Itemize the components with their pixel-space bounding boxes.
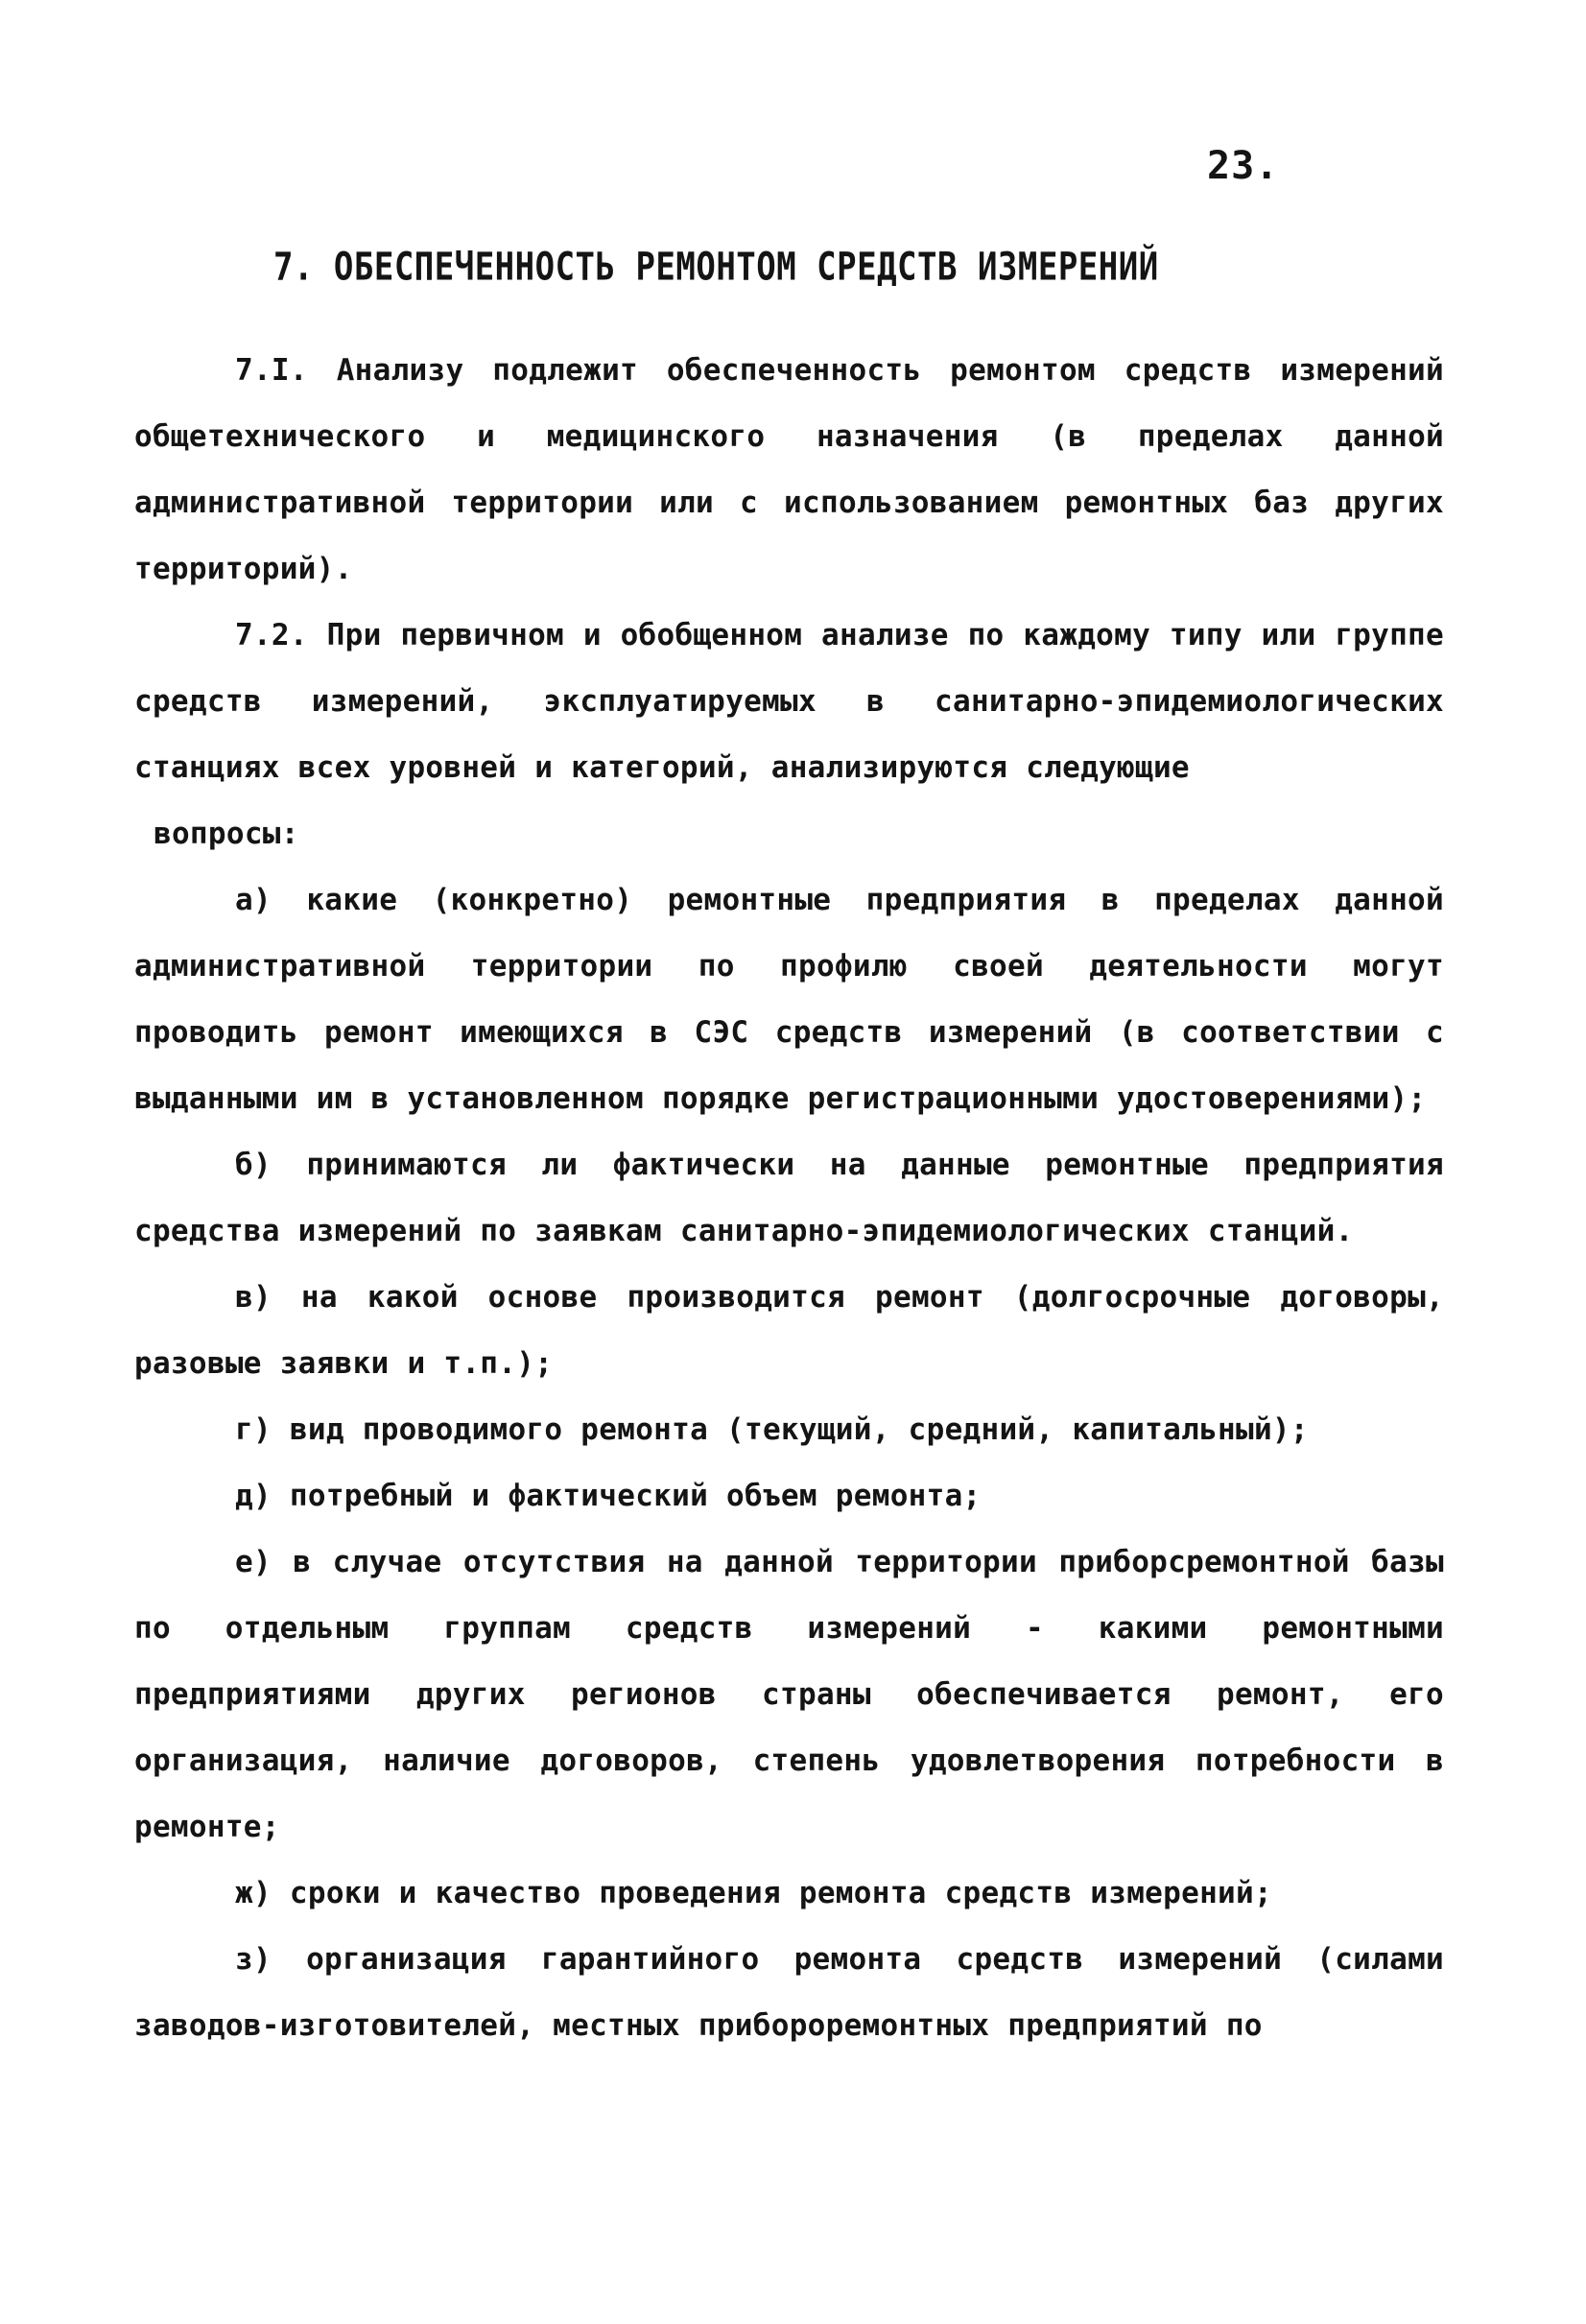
list-item-e: е) в случае отсутствия на данной территории приборсремонтной базы по отдельным группам средств измерений - какими ремонтными предприятиями других регионов страны обеспечивается ремонт, его организация, наличие договоров, степень удовлетворения потребности в ремонте; (134, 1545, 1444, 1844)
paragraph-7-1: 7.I. Анализу подлежит обеспеченность ремонтом средств измерений общетехнического и медицинского назначения (в пределах данной административной территории или с использованием ремонтных баз других территорий). (134, 353, 1444, 586)
section-title: 7. ОБЕСПЕЧЕННОСТЬ РЕМОНТОМ СРЕДСТВ ИЗМЕРЕНИЙ (273, 245, 1159, 291)
list-item-a: а) какие (конкретно) ремонтные предприятия в пределах данной административной территории по профилю своей деятельности могут проводить ремонт имеющихся в СЭС средств измерений (в соответствии с выданными им в установленном порядке регистрационными удостоверениями); (134, 883, 1444, 1116)
paragraph-7-2: 7.2. При первичном и обобщенном анализе по каждому типу или группе средств измерений, эксплуатируемых в санитарно-эпидемиологических станциях всех уровней и категорий, анализируются следующие (134, 618, 1444, 785)
list-item-g: г) вид проводимого ремонта (текущий, средний, капитальный); (235, 1412, 1309, 1447)
page-number: 23. (1207, 144, 1280, 188)
list-item-v: в) на какой основе производится ремонт (долгосрочные договоры, разовые заявки и т.п.); (134, 1280, 1444, 1381)
list-item-zh: ж) сроки и качество проведения ремонта средств измерений; (235, 1876, 1272, 1910)
paragraph-7-2-continuation: вопросы: (154, 817, 299, 851)
list-item-z: з) организация гарантийного ремонта средств измерений (силами заводов-изготовителей, местных приборoремонтных предприятий по (134, 1942, 1444, 2043)
body-text (134, 338, 1444, 2059)
list-item-b: б) принимаются ли фактически на данные ремонтные предприятия средства измерений по заявкам санитарно-эпидемиологических станций. (134, 1148, 1444, 1248)
list-item-d: д) потребный и фактический объем ремонта; (235, 1479, 982, 1513)
